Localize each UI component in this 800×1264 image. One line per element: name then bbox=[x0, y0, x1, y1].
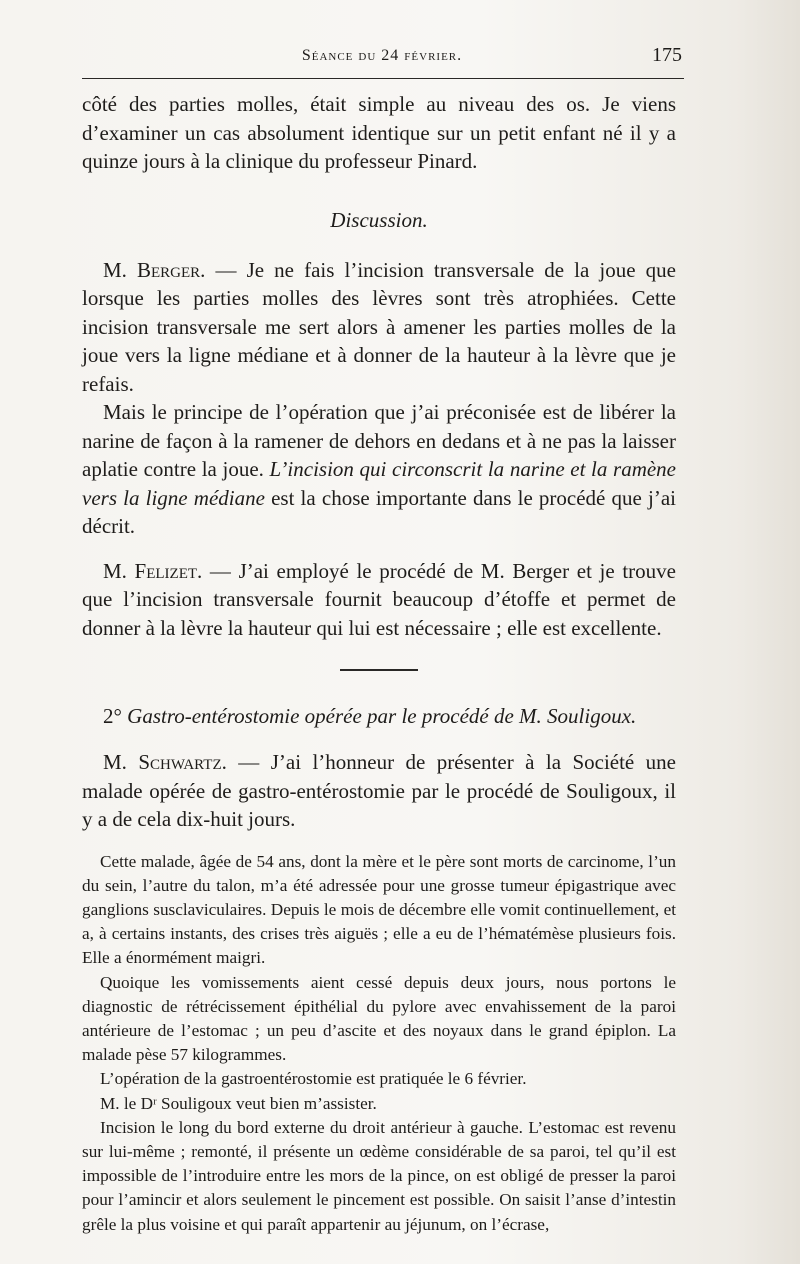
page-number: 175 bbox=[652, 44, 682, 66]
case-paragraph-4: M. le Dʳ Souligoux veut bien m’assister. bbox=[100, 1093, 377, 1113]
running-head-month: février. bbox=[404, 47, 463, 64]
berger-paragraph-2 bbox=[82, 398, 676, 541]
paragraph-continuation: côté des parties molles, était simple au niveau des os. Je viens d’examiner un cas absolument identique sur un petit enfant né il y a quinze jours à la clinique du professeur Pinard. bbox=[82, 92, 676, 173]
schwartz-text: — J’ai l’honneur de présenter à la Société une malade opérée de gastro-entérostomie par le procédé de Souligoux, il y a de cela dix-huit jours. bbox=[82, 750, 676, 831]
berger-p2-text-a: Mais le principe de l’opération que j’ai préconisée est de libérer la narine de façon à la ramener de dehors en dedans et à ne pas la laisser aplatie contre la joue. bbox=[82, 400, 676, 481]
section-title bbox=[82, 702, 676, 730]
berger-p2-italic: L’incision qui circonscrit la narine et la ramène vers la ligne médiane bbox=[82, 457, 677, 510]
running-head bbox=[82, 47, 682, 65]
section-number: 2° bbox=[103, 704, 122, 728]
speaker-schwartz: M. Schwartz. bbox=[103, 750, 227, 774]
discussion-heading: Discussion. bbox=[330, 207, 428, 232]
header-rule bbox=[82, 78, 684, 79]
felizet-text: — J’ai employé le procédé de M. Berger et je trouve que l’incision transversale fournit beaucoup d’étoffe et permet de donner à la lèvre la hauteur qui lui est nécessaire ; elle est excellente. bbox=[82, 558, 676, 640]
section-separator bbox=[340, 669, 418, 671]
case-paragraph-2: Quoique les vomissements aient cessé depuis deux jours, nous portons le diagnostic de rétrécissement épithélial du pylore avec envahissement de la paroi antérieure de l’estomac ; un peu d’ascite et des noyaux dans le grand épiplon. La malade pèse 57 kilogrammes. bbox=[82, 972, 676, 1065]
speaker-felizet: M. Felizet. bbox=[103, 558, 203, 583]
page-header bbox=[82, 44, 682, 74]
berger-text: — Je ne fais l’incision transversale de la joue que lorsque les parties molles des lèvres sont très atrophiées. Cette incision transversale me sert alors à amener les parties molles de la joue vers la ligne médiane et à donner de la hauteur à la lèvre que je refais. bbox=[82, 257, 676, 396]
berger-paragraph bbox=[82, 256, 676, 399]
section-title-text: Gastro-entérostomie opérée par le procédé de M. Souligoux. bbox=[127, 704, 637, 728]
case-paragraph-3: L’opération de la gastroentérostomie est pratiquée le 6 février. bbox=[100, 1069, 527, 1089]
felizet-paragraph bbox=[82, 557, 676, 643]
case-paragraph-1: Cette malade, âgée de 54 ans, dont la mère et le père sont morts de carcinome, l’un du sein, l’autre du talon, m’a été adressée pour une grosse tumeur épigastrique avec ganglions susclaviculaires. Depuis le mois de décembre elle vomit continuellement, et a, à certains instants, des crises très aiguës ; elle a eu de l’hématémèse plusieurs fois. Elle a énormément maigri. bbox=[82, 851, 676, 968]
schwartz-paragraph bbox=[82, 748, 676, 834]
berger-p2-text-b: est la chose importante dans le procédé que j’ai décrit. bbox=[82, 485, 676, 538]
case-paragraph-5: Incision le long du bord externe du droit antérieur à gauche. L’estomac est revenu sur lui-même ; remonté, il présente un œdème considérable de sa paroi, tel qu’il est impossible de l’introduire entre les mors de la pince, on est obligé de presser la paroi pour l’amincir et alors seulement le pincement est possible. On saisit l’anse d’intestin grêle la plus voisine et qui paraît appartenir au jéjunum, on l’écrase, bbox=[82, 1117, 676, 1234]
speaker-berger: M. Berger. bbox=[103, 257, 206, 282]
page-body bbox=[82, 90, 676, 1237]
running-head-prefix: Séance du 24 bbox=[301, 47, 400, 64]
